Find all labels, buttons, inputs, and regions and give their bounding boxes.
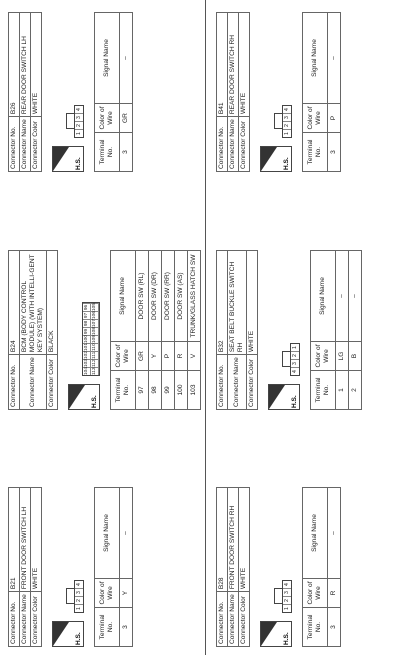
- connector-b28: [216, 487, 406, 647]
- harness-side-icon: [260, 621, 292, 647]
- pin: 2: [283, 121, 291, 129]
- connector-name-value: FRONT DOOR SWITCH RH: [228, 488, 239, 592]
- connector-info-table: [216, 487, 250, 647]
- connector-no-value: B21: [9, 488, 20, 592]
- pin: 1: [75, 604, 83, 612]
- connector-face-block: [258, 12, 292, 172]
- connector-no-label: Connector No.: [9, 117, 20, 172]
- connector-no-value: B28: [217, 488, 228, 592]
- pin: 4: [76, 108, 82, 111]
- table-row: [328, 488, 341, 647]
- pin: 106: [92, 310, 97, 319]
- hs-label: H.S.: [291, 395, 298, 408]
- connector-face-block: [50, 487, 84, 647]
- harness-side-icon: [268, 384, 300, 410]
- signal-name-cell: –: [328, 13, 341, 104]
- wire-color-cell: V: [188, 342, 201, 371]
- table-row: [120, 13, 133, 172]
- signal-name-header: Signal Name: [95, 13, 120, 104]
- pin: 113: [92, 367, 97, 375]
- signal-name-cell: TRUNK/GLASS HATCH SW: [188, 251, 201, 342]
- pin: 109: [92, 334, 97, 343]
- terminal-no-cell: 3: [120, 608, 133, 647]
- connector-name-value: SEAT BELT BUCKLE SWITCH RH: [228, 251, 247, 355]
- wire-color-cell: GR: [120, 104, 133, 133]
- pin: 3: [283, 588, 291, 596]
- table-row: [175, 251, 188, 410]
- connector-name-value: REAR DOOR SWITCH RH: [228, 13, 239, 117]
- connector-no-value: B32: [217, 251, 228, 355]
- connector-color-label: Connector Color: [247, 355, 258, 410]
- terminal-table: [94, 12, 133, 172]
- connector-face-diagram: [66, 580, 84, 613]
- wire-color-cell: P: [162, 342, 175, 371]
- wire-color-cell: R: [175, 342, 188, 371]
- connector-color-value: WHITE: [247, 251, 258, 355]
- pin: 1: [292, 346, 298, 349]
- connector-no-label: Connector No.: [217, 117, 228, 172]
- pin: 99: [84, 328, 89, 335]
- pin: 112: [92, 359, 97, 367]
- terminal-no-header: Terminal No.: [111, 371, 136, 410]
- pin: 103: [84, 358, 89, 367]
- wire-color-cell: B: [349, 342, 362, 371]
- connector-face-diagram: [282, 343, 300, 376]
- pin: 107: [92, 318, 97, 327]
- pin: 98: [84, 320, 89, 327]
- connector-name-label: Connector Name: [228, 592, 239, 647]
- wire-color-header: Color of Wire: [303, 104, 328, 133]
- connector-no-value: B41: [217, 13, 228, 117]
- wire-color-header: Color of Wire: [95, 579, 120, 608]
- connector-info-table: [8, 250, 58, 410]
- table-row: [120, 488, 133, 647]
- harness-side-icon: [52, 146, 84, 172]
- connector-color-value: WHITE: [31, 488, 42, 592]
- connector-info-table: [216, 250, 258, 410]
- terminal-no-cell: 98: [149, 371, 162, 410]
- hs-label: H.S.: [75, 632, 82, 645]
- sheet-bottom-half: [208, 0, 413, 655]
- terminal-no-cell: 97: [136, 371, 149, 410]
- pin: 96: [84, 304, 89, 311]
- table-row: [162, 251, 175, 410]
- connector-face-diagram: [82, 302, 100, 376]
- pin: 111: [92, 351, 97, 359]
- connector-color-value: WHITE: [31, 13, 42, 117]
- terminal-no-cell: 3: [328, 133, 341, 172]
- terminal-no-cell: 103: [188, 371, 201, 410]
- connector-color-label: Connector Color: [31, 592, 42, 647]
- pin: 4: [76, 583, 82, 586]
- connector-name-value: BCM (BODY CONTROL MODULE) (WITH INTELLI-GENT KEY SYSTEM): [20, 251, 47, 355]
- signal-name-header: Signal Name: [303, 13, 328, 104]
- pin: 4: [284, 108, 290, 111]
- connector-color-label: Connector Color: [239, 117, 250, 172]
- terminal-no-cell: 3: [120, 133, 133, 172]
- terminal-no-cell: 3: [328, 608, 341, 647]
- table-row: [136, 251, 149, 410]
- wire-color-cell: GR: [136, 342, 149, 371]
- harness-side-icon: [52, 621, 84, 647]
- pin: 1: [75, 129, 83, 137]
- signal-name-cell: –: [328, 488, 341, 579]
- connector-info-table: [8, 12, 42, 172]
- connector-no-value: B26: [9, 13, 20, 117]
- pin: 100: [84, 334, 89, 343]
- pin: 3: [75, 113, 83, 121]
- terminal-no-header: Terminal No.: [95, 133, 120, 172]
- pin: 3: [283, 113, 291, 121]
- pin: 2: [291, 351, 299, 359]
- connector-color-label: Connector Color: [47, 355, 58, 410]
- signal-name-cell: –: [336, 251, 349, 342]
- connector-no-value: B24: [9, 251, 20, 355]
- signal-name-cell: DOOR SW (RR): [162, 251, 175, 342]
- connector-color-value: WHITE: [239, 13, 250, 117]
- connector-b26: [8, 12, 198, 172]
- pin: 2: [75, 596, 83, 604]
- pin: 2: [283, 596, 291, 604]
- pin: 1: [283, 604, 291, 612]
- wire-color-header: Color of Wire: [111, 342, 136, 371]
- connector-no-label: Connector No.: [9, 355, 20, 410]
- connector-face-block: [258, 487, 292, 647]
- wire-color-cell: LG: [336, 342, 349, 371]
- table-row: [188, 251, 201, 410]
- terminal-table: [110, 250, 201, 410]
- wire-color-cell: Y: [120, 579, 133, 608]
- connector-color-label: Connector Color: [31, 117, 42, 172]
- connector-b21: [8, 487, 198, 647]
- signal-name-header: Signal Name: [303, 488, 328, 579]
- connector-face-diagram: [66, 105, 84, 138]
- signal-name-cell: DOOR SW (RL): [136, 251, 149, 342]
- connector-name-label: Connector Name: [20, 592, 31, 647]
- hs-label: H.S.: [75, 157, 82, 170]
- connector-name-value: REAR DOOR SWITCH LH: [20, 13, 31, 117]
- hs-label: H.S.: [283, 632, 290, 645]
- connector-info-table: [8, 487, 42, 647]
- connector-face-diagram: [274, 580, 292, 613]
- connector-color-value: BLACK: [47, 251, 58, 355]
- terminal-no-header: Terminal No.: [95, 608, 120, 647]
- terminal-table: [94, 487, 133, 647]
- pin: 97: [84, 312, 89, 319]
- terminal-no-cell: 99: [162, 371, 175, 410]
- pin: 110: [92, 343, 97, 351]
- terminal-no-cell: 100: [175, 371, 188, 410]
- pin: 1: [283, 129, 291, 137]
- table-row: [149, 251, 162, 410]
- pin: 102: [84, 350, 89, 359]
- connector-face-block: [66, 250, 100, 410]
- connector-b24: [8, 250, 198, 410]
- pin: 101: [84, 342, 89, 351]
- wire-color-header: Color of Wire: [311, 342, 336, 371]
- signal-name-cell: DOOR SW (DR): [149, 251, 162, 342]
- pin: 104: [84, 366, 89, 375]
- hs-label: H.S.: [283, 157, 290, 170]
- table-row: [336, 251, 349, 410]
- signal-name-cell: DOOR SW (AS): [175, 251, 188, 342]
- wire-color-header: Color of Wire: [95, 104, 120, 133]
- signal-name-header: Signal Name: [111, 251, 136, 342]
- connector-color-value: WHITE: [239, 488, 250, 592]
- pin: 4: [291, 367, 299, 375]
- signal-name-cell: –: [120, 13, 133, 104]
- terminal-no-header: Terminal No.: [311, 371, 336, 410]
- terminal-no-cell: 2: [349, 371, 362, 410]
- connector-no-label: Connector No.: [9, 592, 20, 647]
- signal-name-header: Signal Name: [95, 488, 120, 579]
- connector-face-block: [266, 250, 300, 410]
- table-row: [328, 13, 341, 172]
- signal-name-cell: –: [349, 251, 362, 342]
- terminal-no-header: Terminal No.: [303, 608, 328, 647]
- connector-face-diagram: [274, 105, 292, 138]
- connector-face-block: [50, 12, 84, 172]
- harness-side-icon: [68, 384, 100, 410]
- wire-color-cell: P: [328, 104, 341, 133]
- connector-name-value: FRONT DOOR SWITCH LH: [20, 488, 31, 592]
- terminal-no-header: Terminal No.: [303, 133, 328, 172]
- pin: 3: [75, 588, 83, 596]
- harness-side-icon: [260, 146, 292, 172]
- connector-b41: [216, 12, 406, 172]
- table-row: [349, 251, 362, 410]
- connector-name-label: Connector Name: [228, 355, 247, 410]
- terminal-no-cell: 1: [336, 371, 349, 410]
- connector-no-label: Connector No.: [217, 355, 228, 410]
- connector-info-table: [216, 12, 250, 172]
- signal-name-header: Signal Name: [311, 251, 336, 342]
- wire-color-header: Color of Wire: [303, 579, 328, 608]
- wire-color-cell: Y: [149, 342, 162, 371]
- hs-label: H.S.: [91, 395, 98, 408]
- pin: 105: [92, 302, 97, 311]
- connector-name-label: Connector Name: [228, 117, 239, 172]
- terminal-table: [302, 12, 341, 172]
- pin: 4: [284, 583, 290, 586]
- connector-name-label: Connector Name: [20, 117, 31, 172]
- connector-name-label: Connector Name: [20, 355, 47, 410]
- pin: 108: [92, 326, 97, 335]
- pin: 3: [291, 359, 299, 367]
- wire-color-cell: R: [328, 579, 341, 608]
- connector-no-label: Connector No.: [217, 592, 228, 647]
- connector-b32: [216, 250, 406, 410]
- section-divider: [205, 0, 206, 655]
- pin: 2: [75, 121, 83, 129]
- signal-name-cell: –: [120, 488, 133, 579]
- sheet-top-half: [0, 0, 205, 655]
- terminal-table: [310, 250, 362, 410]
- connector-color-label: Connector Color: [239, 592, 250, 647]
- terminal-table: [302, 487, 341, 647]
